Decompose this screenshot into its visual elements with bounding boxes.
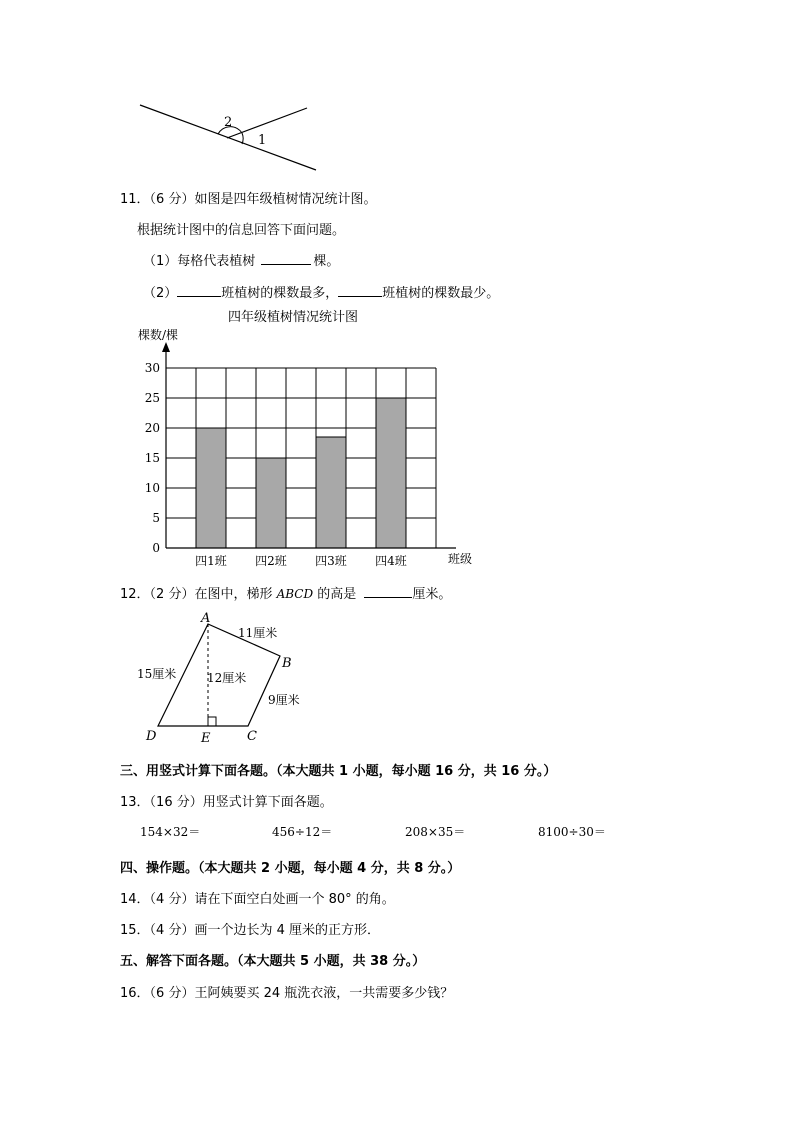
q11-stem: 11．（6 分）如图是四年级植树情况统计图。 [120, 192, 377, 207]
q11-part1-post: 棵。 [313, 254, 340, 269]
chart-x-tick-label: 四4班 [375, 554, 407, 568]
chart-bar [196, 428, 226, 548]
chart-y-axis-arrow [162, 342, 170, 352]
q13-item-2: 456÷12＝ [272, 825, 333, 839]
q12-blank[interactable] [364, 585, 412, 598]
q11-part1-blank[interactable] [261, 252, 311, 265]
q11-part1 [143, 250, 339, 269]
q12-text-pre: 12．（2 分）在图中，梯形 [120, 587, 273, 602]
chart-y-tick-label: 10 [144, 481, 160, 495]
label-ab: 11厘米 [238, 626, 278, 640]
chart-bar [376, 398, 406, 548]
q13-item-1: 154×32＝ [140, 825, 201, 839]
chart-x-tick-label: 四2班 [255, 554, 287, 568]
q11-part2-post: 班植树的棵数最少。 [382, 286, 500, 301]
q13-stem: 13．（16 分）用竖式计算下面各题。 [120, 795, 333, 810]
q11-part2-pre: （2） [143, 286, 178, 301]
chart-bar [316, 437, 346, 548]
chart-x-ticks [195, 553, 407, 568]
q14-stem: 14．（4 分）请在下面空白处画一个 80° 的角。 [120, 892, 395, 907]
q13-item-3: 208×35＝ [405, 825, 466, 839]
chart-ylabel: 棵数/棵 [138, 328, 179, 342]
chart-y-tick-label: 25 [144, 391, 160, 405]
label-C: C [247, 729, 257, 744]
q11-instruction: 根据统计图中的信息回答下面问题。 [137, 223, 346, 238]
chart-title: 四年级植树情况统计图 [228, 310, 359, 325]
section-3-heading: 三、用竖式计算下面各题。（本大题共 1 小题，每小题 16 分，共 16 分。） [120, 764, 557, 779]
label-A: A [201, 611, 211, 626]
q12-stem [120, 583, 451, 602]
q11-part2 [143, 282, 499, 301]
chart-bars [196, 398, 406, 548]
chart-y-tick-label: 5 [152, 511, 160, 525]
chart-y-tick-label: 15 [144, 451, 160, 465]
trapezoid-figure [130, 608, 330, 748]
label-ad: 15厘米 [137, 667, 177, 681]
q12-text-post: 厘米。 [412, 587, 452, 602]
chart-y-tick-label: 20 [144, 421, 160, 435]
label-D: D [146, 729, 157, 744]
label-B: B [282, 656, 292, 671]
angle-label-2: 2 [224, 115, 233, 130]
q12-abcd: ABCD [276, 587, 314, 601]
label-E: E [201, 731, 211, 746]
section-4-heading: 四、操作题。（本大题共 2 小题，每小题 4 分，共 8 分。） [120, 861, 461, 876]
chart-x-tick-label: 四1班 [195, 554, 227, 568]
q11-part2-blank-most[interactable] [177, 284, 221, 297]
label-ae: 12厘米 [207, 671, 247, 685]
chart-y-tick-label: 0 [152, 541, 160, 555]
q11-part2-mid: 班植树的棵数最多， [221, 286, 339, 301]
angle-figure [130, 100, 330, 180]
chart-bar [256, 458, 286, 548]
tree-planting-chart [130, 305, 490, 575]
chart-y-ticks [145, 361, 160, 555]
label-bc: 9厘米 [268, 693, 300, 707]
chart-xlabel: 班级 [448, 552, 473, 566]
section-5-heading: 五、解答下面各题。（本大题共 5 小题，共 38 分。） [120, 954, 426, 969]
q11-part1-pre: （1）每格代表植树 [143, 254, 256, 269]
q15-stem: 15．（4 分）画一个边长为 4 厘米的正方形． [120, 923, 380, 938]
chart-x-tick-label: 四3班 [315, 554, 347, 568]
q16-stem: 16．（6 分）王阿姨要买 24 瓶洗衣液，一共需要多少钱？ [120, 986, 454, 1001]
q13-item-4: 8100÷30＝ [538, 825, 606, 839]
angle-label-1: 1 [258, 133, 267, 148]
q11-part2-blank-least[interactable] [338, 284, 382, 297]
q12-text-mid: 的高是 [317, 587, 357, 602]
chart-y-tick-label: 30 [144, 361, 160, 375]
